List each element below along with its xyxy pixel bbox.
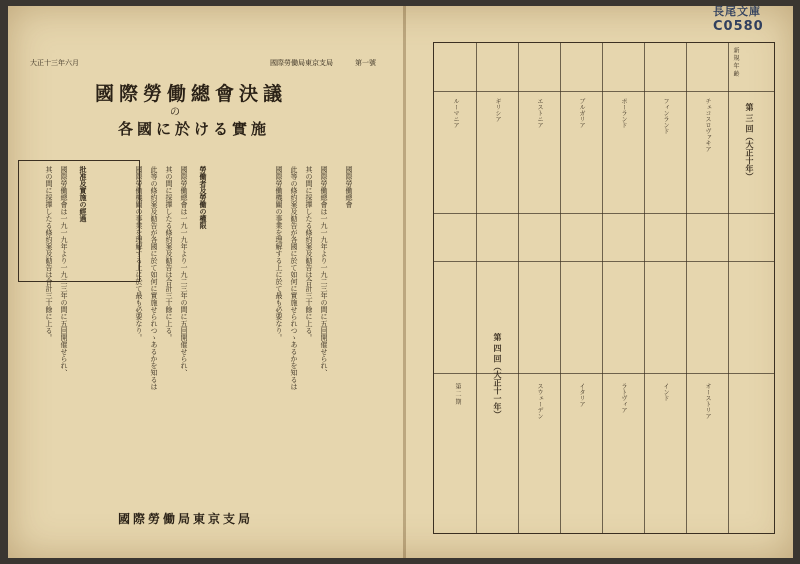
table-cell: ブルガリア [578,98,585,128]
body-line: 其の間に採擇したる條約案及勧告は合計三十餘に上る。 [165,166,173,341]
table-cell: エストニア [536,98,543,128]
section-heading: 批准及實施の經過 [79,166,88,222]
table-cell: フィンランド [662,98,669,134]
period-label: 第 四 回（大正十一年） [493,333,503,419]
stamp-library-name: 長尾文庫 [713,5,761,18]
table-cell: インド [662,383,669,401]
header-date: 大正十三年六月 [30,59,79,67]
table-cell: オーストリア [704,383,711,419]
inset-frame [18,160,140,282]
body-line: 此等の條約案及勧告が各國に於て如何に實施せられつゝあるかを知るは [150,166,158,390]
inset-frame-right [140,160,402,327]
body-line: 國際勞働總會は一九一九年より一九二三年の間に五回開催せられ、 [60,166,68,376]
document-footer: 國際勞働局東京支局 [118,512,254,526]
table-cell: ポーランド [620,98,627,128]
library-stamp [713,3,764,34]
side-label: 第 二 期 [454,383,461,405]
title-particle: の [170,107,180,118]
document-subtitle: 各國に於ける實施 [118,120,271,138]
section-heading: 勞働者及勞働の權限 [199,166,208,229]
table-cell: チェコスロヴァキア [704,98,711,152]
body-line: 其の間に採擇したる條約案及勧告は合計三十餘に上る。 [305,166,313,341]
header-series: 國際勞働局東京支局 [270,59,333,67]
stamp-catalog-number: C0580 [713,19,764,34]
table-cell: イタリア [578,383,585,407]
body-line: 此等の條約案及勧告が各國に於て如何に實施せられつゝあるかを知るは [290,166,298,390]
body-line: 國際勞働總會は一九一九年より一九二三年の間に五回開催せられ、 [180,166,188,376]
body-line: 國際勞働總會は一九一九年より一九二三年の間に五回開催せられ、 [320,166,328,376]
ratification-table [433,42,775,534]
col-head: 新 規 年 齢 [732,47,739,77]
table-cell: スウェーデン [536,383,543,419]
header-number: 第一號 [355,59,376,67]
page-fold [403,6,406,558]
body-line: 國際勞働機關の事業を理解する上に於て最も必要なり。 [135,166,143,341]
document-title: 國際勞働總會決議 [95,83,288,105]
body-line: 國際勞働機關の事業を理解する上に於て最も必要なり。 [275,166,283,341]
table-cell: ギリシア [494,98,501,122]
table-cell: ラトヴィア [620,383,627,413]
table-cell: ルーマニア [452,98,459,128]
body-line: 其の間に採擇したる條約案及勧告は合計三十餘に上る。 [45,166,53,341]
period-label: 第 三 回（大正十年） [745,103,755,181]
section-heading: 國際勞働總會 [345,166,353,208]
